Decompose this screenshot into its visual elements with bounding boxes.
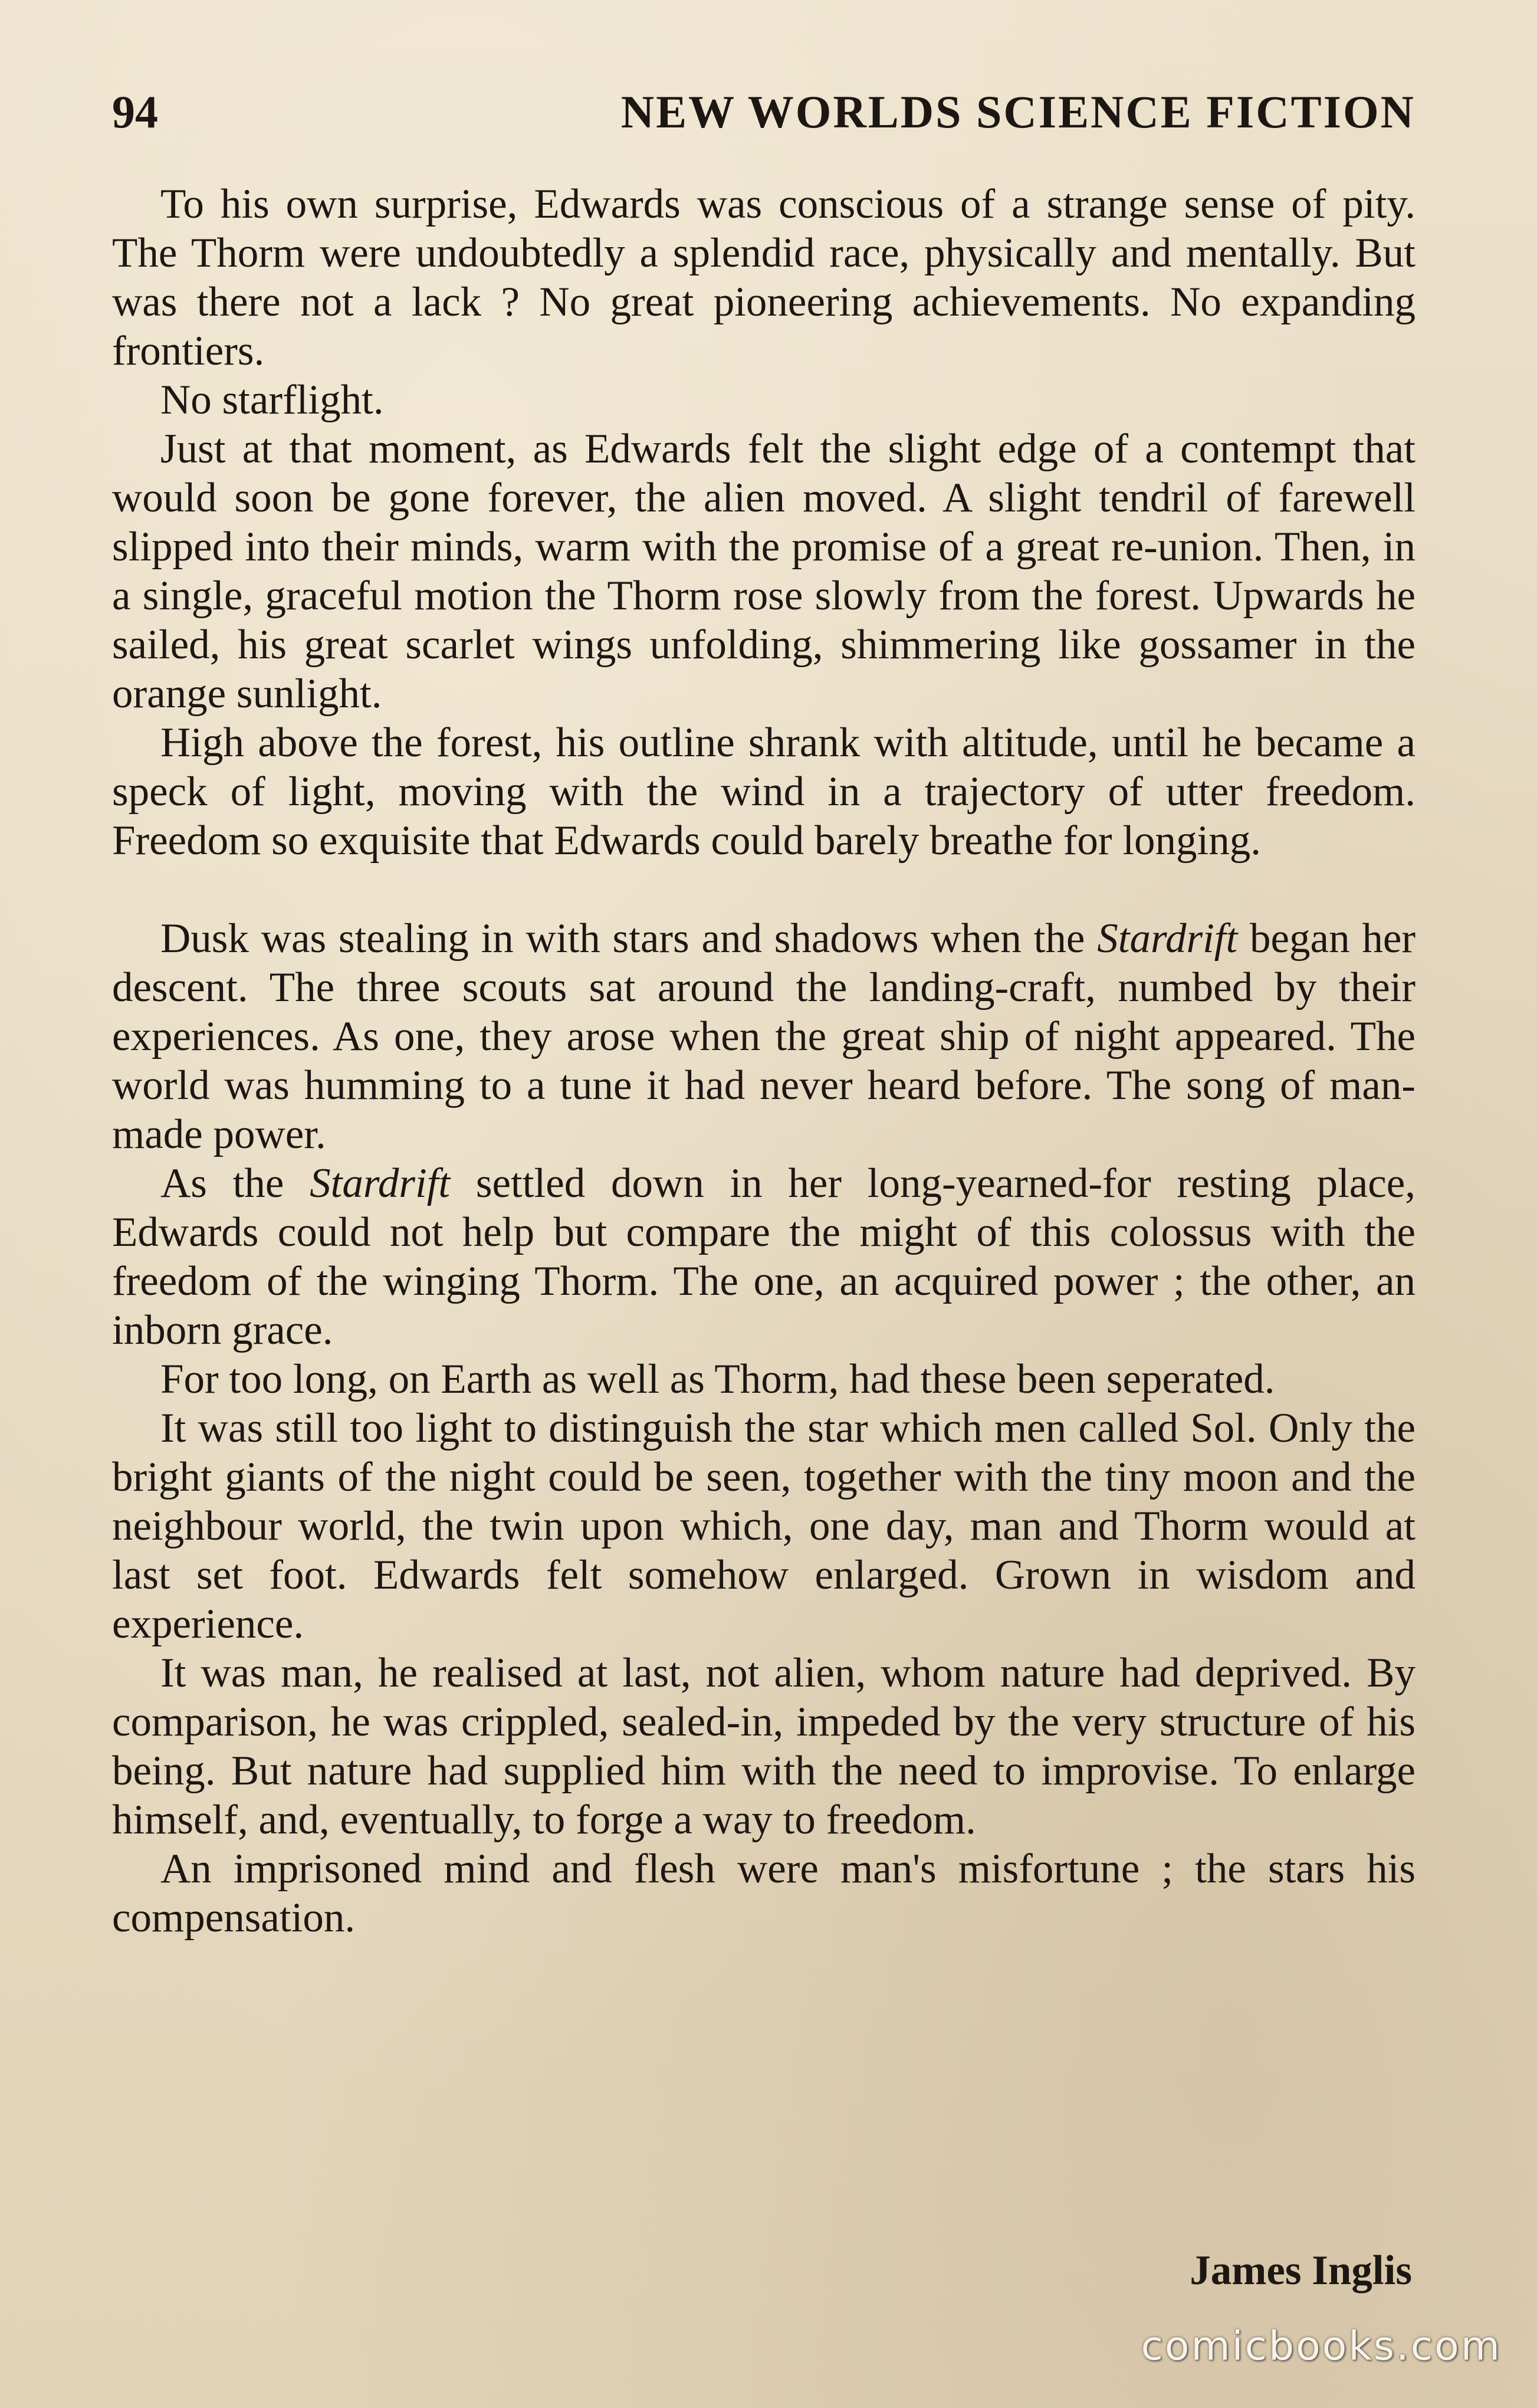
section-break [112,865,1416,914]
paragraph-text: Dusk was stealing in with stars and shadows when the [160,916,1085,962]
paragraph: High above the forest, his outline shrank with altitude, until he became a speck of light, moving with the wind in a trajectory of utter freedom. Freedom so exquisite that Edwards could barely breathe for longing. [112,720,1416,864]
paragraph [112,914,1416,1159]
paragraph: It was man, he realised at last, not alien, whom nature had deprived. By comparison, he was crippled, sealed-in, impeded by the very structure of his being. But nature had supplied him with the need to improvise. To enlarge himself, and, eventually, to forge a way to freedom. [112,1650,1416,1843]
watermark: comicbooks.com [1141,2323,1502,2370]
paragraph: For too long, on Earth as well as Thorm, had these been seperated. [160,1356,1275,1402]
paragraph: No starflight. [160,377,384,423]
story-text [112,180,1416,1943]
paragraph: An imprisoned mind and flesh were man's misfortune ; the stars his compensation. [112,1846,1416,1941]
paragraph: To his own surprise, Edwards was conscious of a strange sense of pity. The Thorm were undoubtedly a splendid race, physically and mentally. But was there not a lack ? No great pioneering achievements. No expanding frontiers. [112,181,1416,374]
paragraph-text: settled down in her long-yearned-for resting place, Edwards could not help but compare the might of this colossus with the freedom of the winging Thorm. The one, an acquired power ; the other, an inborn grace. [112,1160,1416,1353]
page-header [112,83,1416,142]
paragraph-text: began her descent. The three scouts sat around the landing-craft, numbed by their experiences. As one, they arose when the great ship of night appeared. The world was humming to a tune it had never heard before. The song of man-made power. [112,916,1416,1157]
page-number: 94 [112,86,158,137]
author-byline: James Inglis [1190,2248,1412,2294]
paragraph-text: As the [160,1160,284,1206]
paragraph [112,1159,1416,1355]
ship-name: Stardrift [310,1160,451,1206]
running-title: NEW WORLDS SCIENCE FICTION [620,86,1416,137]
ship-name: Stardrift [1097,916,1238,962]
paragraph: It was still too light to distinguish the star which men called Sol. Only the bright giants of the night could be seen, together with the tiny moon and the neighbour world, the twin upon which, one day, man and Thorm would at last set foot. Edwards felt somehow enlarged. Grown in wisdom and experience. [112,1405,1416,1647]
paragraph: Just at that moment, as Edwards felt the slight edge of a contempt that would soon be gone forever, the alien moved. A slight tendril of farewell slipped into their minds, warm with the promise of a great re-union. Then, in a single, graceful motion the Thorm rose slowly from the forest. Upwards he sailed, his great scarlet wings unfolding, shimmering like gossamer in the orange sunlight. [112,426,1416,717]
